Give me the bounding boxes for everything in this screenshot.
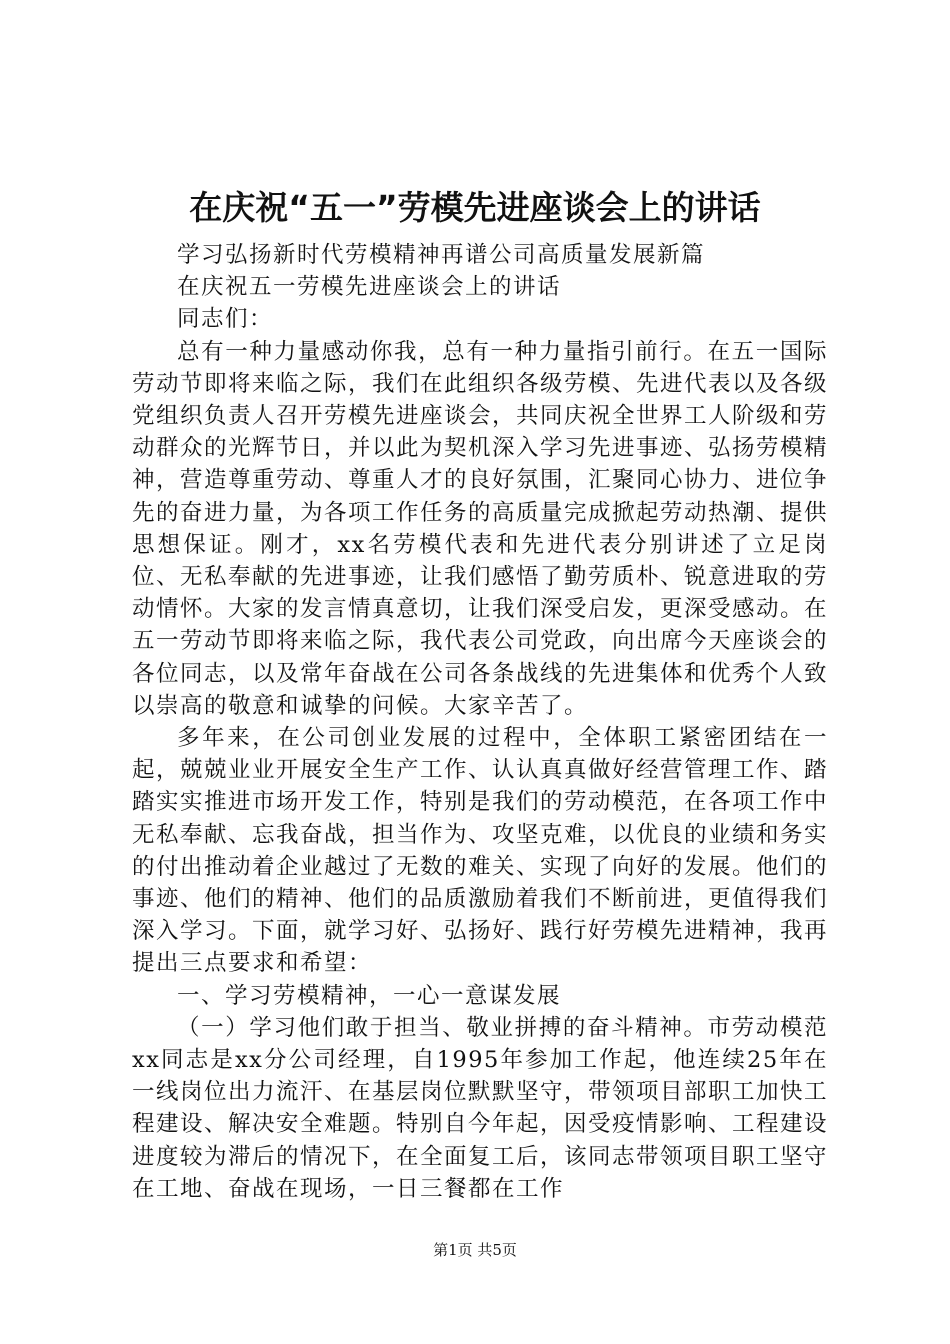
document-body — [132, 239, 828, 1205]
speech-title-line: 在庆祝五一劳模先进座谈会上的讲话 — [177, 274, 562, 301]
body-paragraph: 总有一种力量感动你我，总有一种力量指引前行。在五一国际劳动节即将来临之际，我们在此组织各级劳模、先进代表以及各级党组织负责人召开劳模先进座谈会，共同庆祝全世界工人阶级和劳动群众的光辉节日，并以此为契机深入学习先进事迹、弘扬劳模精神，营造尊重劳动、尊重人才的良好氛围，汇聚同心协力、进位争先的奋进力量，为各项工作任务的高质量完成掀起劳动热潮、提供思想保证。刚才，xx名劳模代表和先进代表分别讲述了立足岗位、无私奉献的先进事迹，让我们感悟了勤劳质朴、锐意进取的劳动情怀。大家的发言情真意切，让我们深受启发，更深受感动。在五一劳动节即将来临之际，我代表公司党政，向出席今天座谈会的各位同志，以及常年奋战在公司各条战线的先进集体和优秀个人致以崇高的敬意和诚挚的问候。大家辛苦了。 — [132, 338, 829, 719]
subtitle-line: 学习弘扬新时代劳模精神再谱公司高质量发展新篇 — [177, 242, 706, 268]
document-title: 在庆祝“五一”劳模先进座谈会上的讲话 — [189, 188, 761, 227]
salutation: 同志们： — [177, 306, 274, 333]
body-paragraph: （一）学习他们敢于担当、敬业拼搏的奋斗精神。市劳动模范xx同志是xx分公司经理，自1995年参加工作起，他连续25年在一线岗位出力流汗、在基层岗位默默坚守，带领项目部职工加快工程建设、解决安全难题。特别自今年起，因受疫情影响、工程建设进度较为滞后的情况下，在全面复工后，该同志带领项目职工坚守在工地、奋战在现场，一日三餐都在工作 — [132, 1014, 829, 1202]
page-footer: 第1页 共5页 — [433, 1241, 517, 1259]
section-heading: 一、学习劳模精神，一心一意谋发展 — [177, 982, 562, 1009]
body-paragraph: 多年来，在公司创业发展的过程中，全体职工紧密团结在一起，兢兢业业开展安全生产工作、认认真真做好经营管理工作、踏踏实实推进市场开发工作，特别是我们的劳动模范，在各项工作中无私奉献、忘我奋战，担当作为、攻坚克难，以优良的业绩和务实的付出推动着企业越过了无数的难关、实现了向好的发展。他们的事迹、他们的精神、他们的品质激励着我们不断前进，更值得我们深入学习。下面，就学习好、弘扬好、践行好劳模先进精神，我再提出三点要求和希望： — [132, 725, 829, 977]
